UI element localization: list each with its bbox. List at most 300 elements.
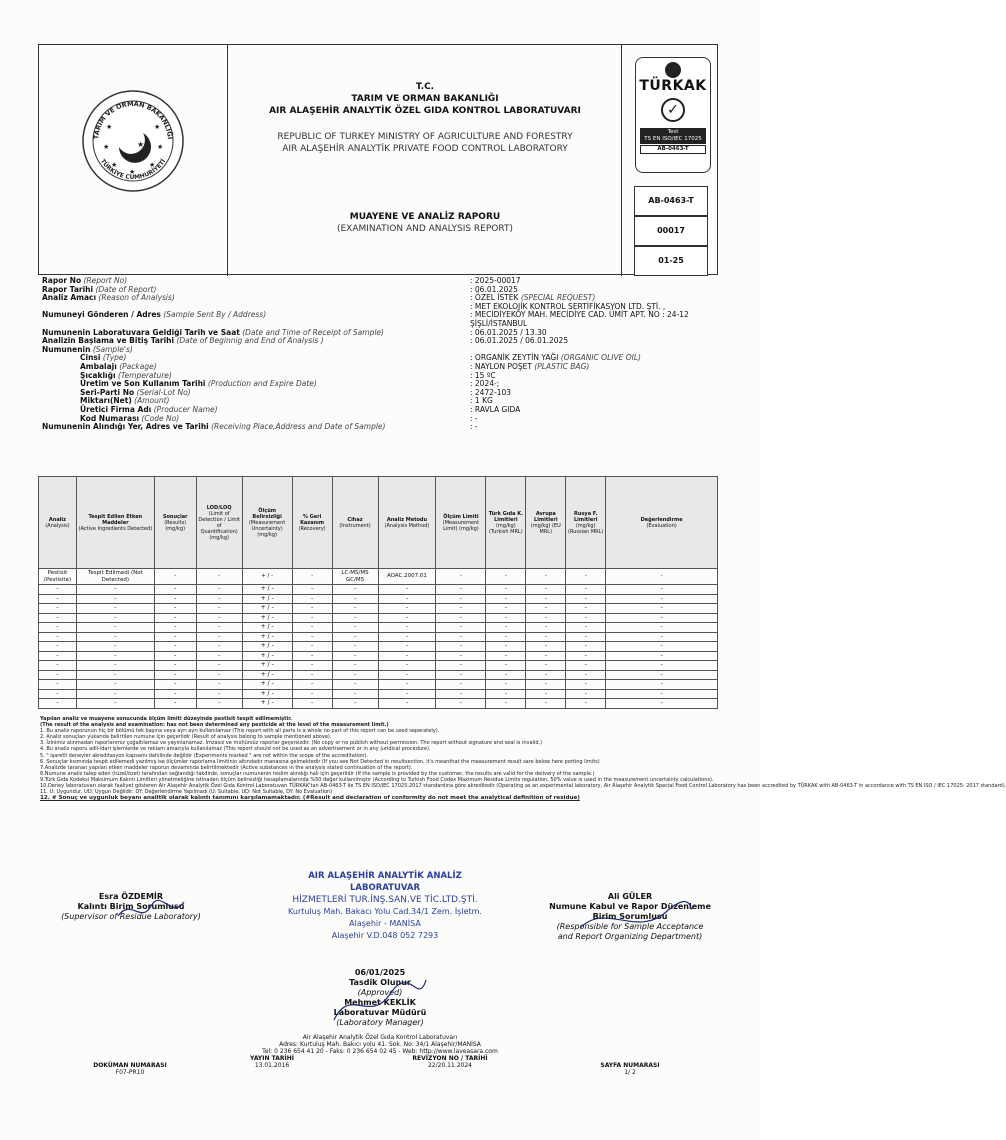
table-row bbox=[39, 661, 718, 671]
table-cell: - bbox=[332, 632, 378, 642]
signature-scribble-center bbox=[330, 976, 430, 1026]
table-cell: + / - bbox=[242, 594, 292, 604]
table-cell: - bbox=[526, 585, 566, 595]
table-cell: - bbox=[332, 642, 378, 652]
table-cell: - bbox=[292, 632, 332, 642]
table-cell: - bbox=[566, 623, 606, 633]
table-cell: - bbox=[292, 623, 332, 633]
svg-text:★: ★ bbox=[154, 123, 161, 131]
table-cell: - bbox=[39, 651, 77, 661]
table-cell: - bbox=[526, 651, 566, 661]
table-cell: + / - bbox=[242, 585, 292, 595]
table-cell: - bbox=[292, 689, 332, 699]
table-cell: - bbox=[436, 642, 486, 652]
table-cell: - bbox=[196, 651, 242, 661]
table-cell: - bbox=[378, 604, 436, 614]
note-line: 9.Türk Gıda Kodeksi Maksimum Kalıntı Limitleri yönetmeliğine istinaden ölçüm belirsizliği hesaplamalarında %50 değer kullanılmıştır (According to Turkish Food Codex Maximum Residue Limits regulation, 50% value is used in the measurement uncertainty calculations). bbox=[40, 776, 714, 783]
table-cell: - bbox=[486, 642, 526, 652]
table-cell: - bbox=[436, 651, 486, 661]
sample-info bbox=[42, 277, 716, 432]
table-cell: - bbox=[154, 661, 196, 671]
table-cell: - bbox=[154, 569, 196, 585]
stamp-line-4: Alaşehir - MANİSA bbox=[349, 919, 421, 928]
table-cell: - bbox=[332, 604, 378, 614]
table-cell: - bbox=[76, 680, 154, 690]
table-cell: - bbox=[154, 642, 196, 652]
table-cell: + / - bbox=[242, 670, 292, 680]
manager-title: Laboratuvar Müdürü bbox=[333, 1008, 427, 1017]
results-header-row bbox=[39, 477, 718, 569]
company-stamp bbox=[272, 870, 498, 942]
table-cell: - bbox=[486, 699, 526, 709]
table-cell: + / - bbox=[242, 613, 292, 623]
table-cell: - bbox=[378, 632, 436, 642]
footer-pub-date bbox=[222, 1055, 322, 1069]
table-cell: - bbox=[606, 623, 718, 633]
info-label: Rapor No (Report No) bbox=[42, 276, 128, 285]
table-cell: + / - bbox=[242, 661, 292, 671]
info-value: : 06.01.2025 / 06.01.2025 bbox=[470, 336, 569, 346]
table-cell: - bbox=[332, 661, 378, 671]
table-cell: - bbox=[378, 680, 436, 690]
table-cell: - bbox=[154, 623, 196, 633]
turkak-wordmark: TÜRKAK bbox=[639, 78, 707, 94]
table-cell: - bbox=[606, 632, 718, 642]
signature-left bbox=[56, 892, 206, 922]
info-value: : ÖZEL İSTEK (SPECIAL REQUEST) bbox=[470, 293, 596, 303]
table-cell: - bbox=[526, 613, 566, 623]
table-cell: - bbox=[196, 699, 242, 709]
note-line: 3. İzinimiz alınmadan raporlarımız çoğaltılamaz ve yayınlanamaz. İmzasız ve mühürsüz raporlar geçersizdir. (No copy or no publish without permission. The report without signature and seal is invalid.) bbox=[40, 740, 543, 747]
table-cell: - bbox=[486, 689, 526, 699]
info-row bbox=[42, 423, 716, 432]
column-header: Tespit Edilen Etken Maddeler (Active Ingredients Detected) bbox=[76, 477, 154, 569]
table-row bbox=[39, 585, 718, 595]
table-cell: - bbox=[154, 689, 196, 699]
table-cell: - bbox=[154, 613, 196, 623]
info-row bbox=[42, 311, 716, 320]
table-cell: - bbox=[378, 651, 436, 661]
table-cell: - bbox=[436, 569, 486, 585]
table-row bbox=[39, 642, 718, 652]
table-cell: - bbox=[154, 680, 196, 690]
table-cell: - bbox=[292, 680, 332, 690]
table-cell: - bbox=[196, 569, 242, 585]
table-cell: - bbox=[332, 670, 378, 680]
manager-title-en: (Laboratory Manager) bbox=[336, 1018, 424, 1027]
column-header: Sonuçlar (Results) (mg/kg) bbox=[154, 477, 196, 569]
table-cell: - bbox=[436, 632, 486, 642]
note-line: 8.Numune analiz talep eden (tüzel/özel) tarafından sağlandığı takdirde, sonuçlar numunenin teslim alındığı hali için geçerlidir (If the sample is provided by the customer, the results are valid for the delivery of the sample.) bbox=[40, 770, 595, 777]
page-number-value: 1/ 2 bbox=[624, 1069, 636, 1076]
footer-lab: Air Alaşehir Analytik Özel Gıda Kontrol Laboratuvarı bbox=[302, 1034, 458, 1041]
column-header: LOD/LOQ (Limit of Detection / Limit of Quantification) (mg/kg) bbox=[196, 477, 242, 569]
table-cell: - bbox=[566, 632, 606, 642]
table-cell: - bbox=[486, 569, 526, 585]
table-cell: - bbox=[436, 661, 486, 671]
info-label: Numuneyi Gönderen / Adres (Sample Sent By / Address) bbox=[42, 310, 267, 320]
table-cell: - bbox=[76, 604, 154, 614]
report-seq-box: 00017 bbox=[634, 216, 708, 246]
info-label: Ambalajı (Package) bbox=[80, 361, 157, 371]
column-header: Avrupa Limitleri (mg/kg) (EU MRL) bbox=[526, 477, 566, 569]
table-cell: - bbox=[76, 651, 154, 661]
table-cell: - bbox=[196, 585, 242, 595]
column-header: Analiz Metodu (Analysis Method) bbox=[378, 477, 436, 569]
svg-text:★: ★ bbox=[149, 161, 156, 169]
table-cell: Tespit Edilmedi (Not Detected) bbox=[76, 569, 154, 585]
table-cell: - bbox=[76, 613, 154, 623]
table-cell: - bbox=[292, 594, 332, 604]
table-cell: - bbox=[76, 632, 154, 642]
table-cell: - bbox=[566, 661, 606, 671]
info-label: Seri-Parti No (Serial-Lot No) bbox=[80, 387, 191, 397]
table-cell: - bbox=[378, 613, 436, 623]
table-row bbox=[39, 594, 718, 604]
table-cell: - bbox=[566, 604, 606, 614]
svg-text:★: ★ bbox=[137, 140, 145, 149]
table-cell: - bbox=[292, 670, 332, 680]
table-cell: - bbox=[39, 613, 77, 623]
table-row bbox=[39, 569, 718, 585]
note-line: 11. U: Uygundur, UD: Uygun Değildir, DY: Değerlendirme Yapılmadı (U: Suitable, UD: Not Suitable, DY: No Evaluation) bbox=[40, 789, 333, 796]
country-label: T.C. bbox=[415, 82, 435, 92]
note-line: 4. Bu analiz raporu adli-idari işlemlerde ve reklam amacıyla kullanılamaz (This report should not be used as an advertisement or in any juridical procedure). bbox=[40, 746, 431, 753]
table-cell: - bbox=[566, 670, 606, 680]
footer-revision bbox=[390, 1055, 510, 1069]
table-cell: - bbox=[378, 699, 436, 709]
table-cell: + / - bbox=[242, 689, 292, 699]
svg-text:TÜRKİYE CUMHURİYETİ: TÜRKİYE CUMHURİYETİ bbox=[98, 157, 168, 182]
info-value: : MET EKOLOJİK KONTROL SERTİFİKASYON LTD. ŞTİ. , bbox=[470, 301, 666, 311]
table-cell: - bbox=[526, 699, 566, 709]
info-label: Miktarı(Net) (Amount) bbox=[80, 396, 170, 406]
turkak-code: AB-0463-T bbox=[640, 145, 706, 154]
footer-lab-info bbox=[220, 1034, 540, 1055]
footer-address: Adres: Kurtuluş Mah. Bakıcı yolu 41. Sok. No: 34/1 Alaşehir/MANİSA bbox=[279, 1041, 481, 1048]
table-cell: - bbox=[196, 604, 242, 614]
table-cell: - bbox=[332, 699, 378, 709]
table-row bbox=[39, 623, 718, 633]
stamp-line-5: Alaşehir V.D.048 052 7293 bbox=[331, 931, 439, 940]
table-cell: - bbox=[606, 661, 718, 671]
table-cell: - bbox=[196, 661, 242, 671]
revision-label: REVİZYON NO / TARİHİ bbox=[412, 1055, 488, 1062]
table-cell: - bbox=[436, 670, 486, 680]
info-label: Rapor Tarihi (Date of Report) bbox=[42, 284, 157, 294]
table-cell: - bbox=[566, 613, 606, 623]
table-cell: - bbox=[436, 613, 486, 623]
signer-right-title-en-2: and Report Organizing Department) bbox=[557, 932, 703, 941]
table-cell: - bbox=[378, 689, 436, 699]
table-cell: + / - bbox=[242, 699, 292, 709]
table-cell: - bbox=[196, 642, 242, 652]
table-cell: - bbox=[436, 680, 486, 690]
table-row bbox=[39, 680, 718, 690]
table-cell: - bbox=[606, 613, 718, 623]
column-header: Ölçüm Limiti (Measurement Limit) (mg/kg) bbox=[436, 477, 486, 569]
column-header: Türk Gıda K. Limitleri (mg/kg) (Turkish MRL) bbox=[486, 477, 526, 569]
footer-contact: Tel: 0 236 654 41 20 - Faks: 0 236 654 02 45 - Web: http://www.laveasara.com bbox=[262, 1048, 498, 1055]
table-cell: Pestisit (Pestisite) bbox=[39, 569, 77, 585]
table-cell: - bbox=[332, 623, 378, 633]
turkak-test-label: Test bbox=[667, 129, 679, 135]
table-cell: - bbox=[196, 689, 242, 699]
table-cell: - bbox=[606, 689, 718, 699]
info-label: Kod Numarası (Code No) bbox=[80, 413, 180, 423]
ministry-title-en: REPUBLIC OF TURKEY MINISTRY OF AGRICULTURE AND FORESTRY bbox=[277, 132, 573, 142]
table-cell: - bbox=[566, 651, 606, 661]
check-circle-icon: ✓ bbox=[661, 98, 685, 122]
table-cell: - bbox=[332, 680, 378, 690]
table-cell: - bbox=[332, 689, 378, 699]
table-cell: - bbox=[39, 604, 77, 614]
table-cell: - bbox=[292, 585, 332, 595]
table-cell: - bbox=[76, 699, 154, 709]
table-cell: - bbox=[76, 642, 154, 652]
info-row bbox=[42, 337, 716, 346]
table-cell: - bbox=[566, 699, 606, 709]
signer-right-title-en: (Responsible for Sample Acceptance bbox=[556, 922, 704, 931]
table-row bbox=[39, 651, 718, 661]
table-cell: + / - bbox=[242, 604, 292, 614]
table-cell: - bbox=[566, 585, 606, 595]
results-table bbox=[38, 476, 718, 709]
table-cell: - bbox=[378, 623, 436, 633]
doc-number-label: DOKÜMAN NUMARASI bbox=[93, 1062, 167, 1069]
table-cell: - bbox=[526, 623, 566, 633]
table-cell: - bbox=[566, 680, 606, 690]
stamp-line-2: HİZMETLERİ TUR.İNŞ.SAN.VE TİC.LTD.ŞTİ. bbox=[292, 895, 478, 905]
table-row bbox=[39, 604, 718, 614]
table-cell: - bbox=[196, 670, 242, 680]
note-line: 10.Deney laboratuvarı olarak faaliyet gösteren Air Alaşehir Analytik Özel Gıda Kontrol Laboratuvarı TÜRKAK'tan AB-0463-T ile TS EN ISO/IEC 17025:2017 standardına göre akreditedir (Operating as an experimental laboratory, Air Alaşehir Analytik Special Food Control Laboratory has been accredited by TÜRKAK with AB-0463-T in accordance with TS EN ISO / IEC 17025: 2017 standard). bbox=[40, 783, 1006, 790]
table-cell: - bbox=[292, 651, 332, 661]
table-cell: - bbox=[154, 604, 196, 614]
table-cell: - bbox=[196, 632, 242, 642]
table-cell: - bbox=[292, 613, 332, 623]
info-value: : - bbox=[470, 422, 478, 432]
table-cell: - bbox=[196, 623, 242, 633]
table-cell: - bbox=[486, 613, 526, 623]
table-cell: LC-MS/MS GC/MS bbox=[332, 569, 378, 585]
table-cell: - bbox=[332, 651, 378, 661]
info-value: : MECİDİYEKÖY MAH. MECİDİYE CAD. ÜMİT APT. NO : 24-12 bbox=[470, 310, 689, 320]
table-cell: - bbox=[436, 604, 486, 614]
table-cell: - bbox=[378, 594, 436, 604]
table-cell: - bbox=[486, 594, 526, 604]
info-label: Sıcaklığı (Temperature) bbox=[80, 370, 172, 380]
table-cell: - bbox=[196, 613, 242, 623]
info-value: : - bbox=[470, 413, 478, 423]
table-cell: - bbox=[39, 594, 77, 604]
table-cell: + / - bbox=[242, 680, 292, 690]
signer-left-name: Esra ÖZDEMİR bbox=[98, 892, 164, 901]
footer-doc-no bbox=[70, 1062, 190, 1076]
table-cell: - bbox=[526, 689, 566, 699]
info-value: : ORGANİK ZEYTİN YAĞI (ORGANIC OLIVE OIL) bbox=[470, 353, 641, 363]
table-cell: - bbox=[39, 585, 77, 595]
table-cell: - bbox=[292, 569, 332, 585]
info-value: : 06.01.2025 bbox=[470, 284, 518, 294]
note-line: 5. " işaretli deneyler akreditasyon kapsamı dahilinde değildir (Experiments marked " are not within the scope of the accreditation). bbox=[40, 752, 368, 759]
table-cell: - bbox=[606, 699, 718, 709]
table-cell: - bbox=[76, 623, 154, 633]
table-cell: - bbox=[486, 585, 526, 595]
table-cell: - bbox=[154, 670, 196, 680]
report-title-en: (EXAMINATION AND ANALYSIS REPORT) bbox=[336, 224, 513, 234]
table-cell: - bbox=[154, 594, 196, 604]
table-cell: - bbox=[39, 632, 77, 642]
info-label: Numunenin Alındığı Yer, Adres ve Tarihi (Receiving Place,Address and Date of Sample) bbox=[42, 422, 386, 432]
stamp-line-1: AIR ALAŞEHİR ANALYTİK ANALİZ LABORATUVAR bbox=[308, 871, 462, 893]
report-header bbox=[38, 44, 718, 275]
table-cell: + / - bbox=[242, 632, 292, 642]
table-cell: - bbox=[154, 585, 196, 595]
turkak-standard: TS EN ISO/IEC 17025 bbox=[644, 136, 702, 142]
info-value: : 2024-; bbox=[470, 379, 500, 389]
table-cell: - bbox=[566, 689, 606, 699]
table-cell: - bbox=[76, 594, 154, 604]
table-cell: - bbox=[332, 613, 378, 623]
table-cell: + / - bbox=[242, 569, 292, 585]
table-cell: - bbox=[292, 699, 332, 709]
signer-right-name: Ali GÜLER bbox=[607, 892, 653, 901]
table-cell: - bbox=[154, 651, 196, 661]
table-cell: - bbox=[292, 661, 332, 671]
table-cell: - bbox=[196, 594, 242, 604]
info-label: Üretici Firma Adı (Producer Name) bbox=[80, 404, 218, 414]
table-cell: - bbox=[526, 632, 566, 642]
manager-name: Mehmet KEKLİK bbox=[344, 998, 416, 1007]
info-value: ŞİŞLİ/İSTANBUL bbox=[470, 318, 528, 328]
table-cell: - bbox=[196, 680, 242, 690]
approved-label-en: (Approved) bbox=[357, 988, 403, 997]
signer-left-title: Kalıntı Birim Sorumlusu bbox=[77, 902, 185, 911]
note-line: 12. # Sonuç ve uygunluk beyanı analitik olarak kalıntı tanımını karşılamamaktadır. (#Result and declaration of conformity do not meet the analytical definition of residue) bbox=[40, 795, 580, 802]
table-cell: - bbox=[39, 661, 77, 671]
table-cell: - bbox=[486, 632, 526, 642]
table-cell: - bbox=[566, 594, 606, 604]
ministry-title-tr: TARIM VE ORMAN BAKANLIĞI bbox=[351, 94, 499, 104]
column-header: % Geri Kazanım (Recovery) bbox=[292, 477, 332, 569]
table-cell: - bbox=[332, 585, 378, 595]
table-cell: - bbox=[486, 680, 526, 690]
footer-page-no bbox=[580, 1062, 680, 1076]
column-header: Cihaz (Instrument) bbox=[332, 477, 378, 569]
signer-left-title-en: (Supervisor of Residue Laboratory) bbox=[61, 912, 201, 921]
column-header: Ölçüm Belirsizliği (Measurement Uncertainty) (mg/kg) bbox=[242, 477, 292, 569]
table-cell: - bbox=[606, 642, 718, 652]
info-value: : NAYLON POŞET (PLASTIC BAG) bbox=[470, 361, 590, 371]
note-line: 6. Sonuçlar kısmında tespit edilemedi yazılmış ise ölçümler raporlama limitinin altındadır manasına gelmektedir (If you see Not Detected in resultsection, it's meanthat the measurement result sare below here porting limits) bbox=[40, 758, 600, 765]
note-line: Yapılan analiz ve muayene sonucunda ölçüm limiti düzeyinde pestisit tespit edilmemiştir. bbox=[40, 716, 292, 722]
turkak-globe-icon bbox=[665, 62, 681, 78]
table-cell: - bbox=[436, 699, 486, 709]
signature-right bbox=[536, 892, 724, 942]
table-cell: - bbox=[154, 632, 196, 642]
table-row bbox=[39, 699, 718, 709]
table-cell: - bbox=[526, 670, 566, 680]
table-cell: - bbox=[606, 604, 718, 614]
pub-date-value: 13.01.2016 bbox=[254, 1062, 290, 1069]
info-label: Numunenin Laboratuvara Geldiği Tarih ve Saat (Date and Time of Receipt of Sample) bbox=[42, 327, 384, 337]
table-cell: - bbox=[378, 642, 436, 652]
table-cell: - bbox=[436, 623, 486, 633]
report-title-tr: MUAYENE VE ANALİZ RAPORU bbox=[349, 212, 501, 222]
table-cell: - bbox=[486, 604, 526, 614]
page-number-label: SAYFA NUMARASI bbox=[600, 1062, 660, 1069]
table-cell: - bbox=[292, 642, 332, 652]
table-cell: - bbox=[436, 689, 486, 699]
table-cell: - bbox=[526, 604, 566, 614]
info-value: : 2472-103 bbox=[470, 387, 512, 397]
lab-title-tr: AIR ALAŞEHİR ANALYTİK ÖZEL GIDA KONTROL LABORATUVARI bbox=[269, 106, 581, 116]
table-cell: - bbox=[39, 689, 77, 699]
table-row bbox=[39, 613, 718, 623]
table-cell: - bbox=[566, 569, 606, 585]
info-value: : 06.01.2025 / 13.30 bbox=[470, 327, 547, 337]
info-label: Cinsi (Type) bbox=[80, 353, 127, 363]
signer-right-title-2: Birim Sorumlusu bbox=[592, 912, 668, 921]
table-cell: - bbox=[378, 670, 436, 680]
ministry-emblem-icon bbox=[81, 89, 185, 193]
table-cell: - bbox=[526, 680, 566, 690]
info-value: : 2025-00017 bbox=[470, 276, 521, 285]
table-cell: + / - bbox=[242, 651, 292, 661]
info-value: : 15 ºC bbox=[470, 370, 496, 380]
table-cell: - bbox=[486, 661, 526, 671]
table-cell: AOAC.2007.01 bbox=[378, 569, 436, 585]
table-cell: - bbox=[76, 670, 154, 680]
table-cell: - bbox=[378, 585, 436, 595]
svg-text:★: ★ bbox=[129, 168, 136, 176]
table-cell: - bbox=[606, 594, 718, 604]
table-cell: + / - bbox=[242, 623, 292, 633]
note-line: 1. Bu analiz raporunun hiç bir bölümü tek başına veya ayrı ayrı kullanılamaz (This report with all parts is a whole no part of this report can be used seperately). bbox=[40, 728, 440, 735]
table-cell: - bbox=[76, 585, 154, 595]
note-line: 7.Analizde taranan yapılan etken maddeler raporun devamında belirtilmektedir (Active substances in the analysis stated continuation of the report). bbox=[40, 764, 413, 771]
table-cell: - bbox=[39, 670, 77, 680]
column-header: Değerlendirme (Evaluation) bbox=[606, 477, 718, 569]
table-cell: - bbox=[526, 661, 566, 671]
table-cell: - bbox=[526, 642, 566, 652]
svg-text:★: ★ bbox=[157, 143, 164, 151]
column-header: Analiz (Analysis) bbox=[39, 477, 77, 569]
approval-date: 06/01/2025 bbox=[354, 968, 406, 977]
pub-date-label: YAYIN TARİHİ bbox=[250, 1055, 294, 1062]
table-cell: - bbox=[76, 661, 154, 671]
table-row bbox=[39, 632, 718, 642]
doc-number-value: F07-PR10 bbox=[115, 1069, 145, 1076]
table-cell: - bbox=[486, 670, 526, 680]
table-cell: - bbox=[526, 569, 566, 585]
turkak-logo bbox=[635, 57, 711, 173]
info-label: Analiz Amacı (Reason of Analysis) bbox=[42, 293, 175, 303]
table-cell: - bbox=[436, 585, 486, 595]
report-period-box: 01-25 bbox=[634, 246, 708, 276]
table-cell: - bbox=[39, 680, 77, 690]
table-cell: - bbox=[76, 689, 154, 699]
accreditation-code-box: AB-0463-T bbox=[634, 186, 708, 216]
table-cell: - bbox=[606, 670, 718, 680]
approved-label: Tasdik Olunur bbox=[349, 978, 411, 987]
revision-value: 22/20.11.2024 bbox=[427, 1062, 472, 1069]
info-label: Analizin Başlama ve Bitiş Tarihi (Date of Beginnig and End of Analysis ) bbox=[42, 336, 324, 346]
lab-title-en: AIR ALAŞEHİR ANALYTİK PRIVATE FOOD CONTROL LABORATORY bbox=[282, 144, 568, 154]
table-cell: - bbox=[606, 585, 718, 595]
svg-text:★: ★ bbox=[106, 123, 113, 131]
